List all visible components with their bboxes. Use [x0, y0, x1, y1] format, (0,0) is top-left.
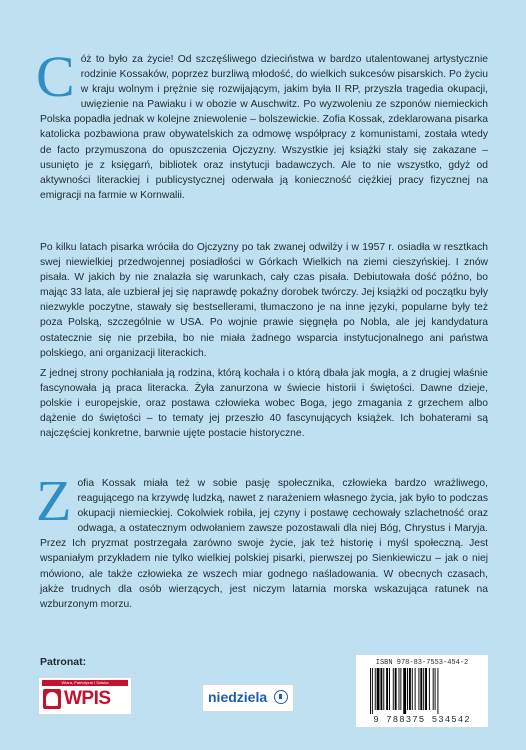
niedziela-emblem-icon: [274, 690, 288, 704]
niedziela-logo: [202, 684, 294, 712]
paragraph-2-text: Po kilku latach pisarka wróciła do Ojczyzny po tak zwanej odwilży i w 1957 r. osiadła w resztkach swej niewielkiej przedwojennej posiadłości w Górkach Wielkich na ziemi cieszyńskiej. I znów pisała. W jakich by nie znalazła się warunkach, cały czas pisała. Debiutowała dość późno, bo mając 33 lata, ale uzbierał jej się naprawdę pokaźny dorobek twórczy. Jej książki od początku były niezwykle poczytne, stawały się bestsellerami, tłumaczono je na inne języki, popularne były też poza Polską, szczególnie w USA. Po wojnie prawie sięgnęła po Nobla, ale jej kandydatura ostatecznie się nie przebiła, bo nie miała żadnego wsparcia instytucjonalnego ani państwa polskiego, ani organizacji literackich.: [40, 242, 488, 359]
barcode-icon: [370, 668, 474, 714]
dropcap-z: Z: [36, 468, 72, 533]
paragraph-4-text: ofia Kossak miała też w sobie pasję społecznika, człowieka bardzo wrażliwego, reagującego na krzywdę ludzką, nawet z narażeniem własnego życia, jak było to podczas okupacji niemieckiej. Cokolwiek robiła, jej czyny i postawę cechowały szlachetność oraz odwaga, a ostatecznym odwołaniem zawsze pozostawali dla niej Bóg, Chrystus i Maryja. Przez Ich pryzmat postrzegała zarówno swoje życie, jak też historię i myśl społeczną. Jest wspaniałym przykładem nie tylko wielkiej polskiej pisarki, pierwszej po Sienkiewiczu – jak o niej mówiono, ale także człowieka ze wszech miar godnego naśladowania. W obecnych czasach, jakże trudnych dla osób wierzących, jest niczym latarnia morska wskazująca ratunek na wzburzonym morzu.: [40, 478, 488, 610]
barcode-box: [356, 655, 488, 727]
dropcap-c: C: [36, 44, 75, 109]
wpis-tagline: Wiara, Patriotyzm i Sztuka: [42, 680, 128, 686]
wpis-emblem-icon: [43, 689, 61, 709]
paragraph-1-text: óż to było za życie! Od szczęśliwego dzieciństwa w bardzo utalentowanej artystycznie rodzinie Kossaków, poprzez burzliwą młodość, do wielkich sukcesów pisarskich. Po życiu w kraju wolnym i prężnie się rozwijającym, jakim była II RP, przyszła tragedia okupacji, uwięzienie na Pawiaku i w obozie w Auschwitz. Po wyzwoleniu ze szponów niemieckich Polska popadła jednak w kolejne zniewolenie – bolszewickie. Zofia Kossak, zdeklarowana pisarka katolicka pozbawiona praw obywatelskich za odmowę współpracy z komunistami, została wtedy de facto przymuszona do opuszczenia Ojczyzny. Wszystkie jej książki stały się zakazane – usunięto je z księgarń, bibliotek oraz instytucji badawczych. Ale to nie wszystko, gdyż od aktywności literackiej i publicystycznej oderwała ją konieczność ciężkiej pracy fizycznej na emigracji na farmie w Kornwalii.: [40, 54, 488, 201]
isbn-text: ISBN 978-83-7553-454-2: [375, 659, 469, 667]
niedziela-wordmark: niedziela: [208, 689, 268, 705]
paragraph-3: [40, 366, 488, 441]
paragraph-3-text: Z jednej strony pochłaniała ją rodzina, którą kochała i o którą dbała jak mogła, a z drugiej właśnie fascynowała ją praca literacka. Żyła zanurzona w świecie historii i świętości. Dawne dzieje, polskie i europejskie, oraz postawa człowieka wobec Boga, jego zmagania z grzechem albo dążenie do świętości – to tematy jej przeszło 40 fascynujących książek. Ich bohaterami są najczęściej konkretne, barwnie ujęte postacie historyczne.: [40, 368, 488, 440]
paragraph-4: [36, 468, 488, 612]
paragraph-1: [36, 44, 488, 203]
wpis-logo: [38, 677, 132, 715]
wpis-wordmark: WPIS: [64, 688, 111, 709]
ean-digits: 9 788375 534542: [373, 715, 471, 725]
paragraph-2: [40, 240, 488, 361]
patronat-label: Patronat:: [40, 656, 87, 668]
